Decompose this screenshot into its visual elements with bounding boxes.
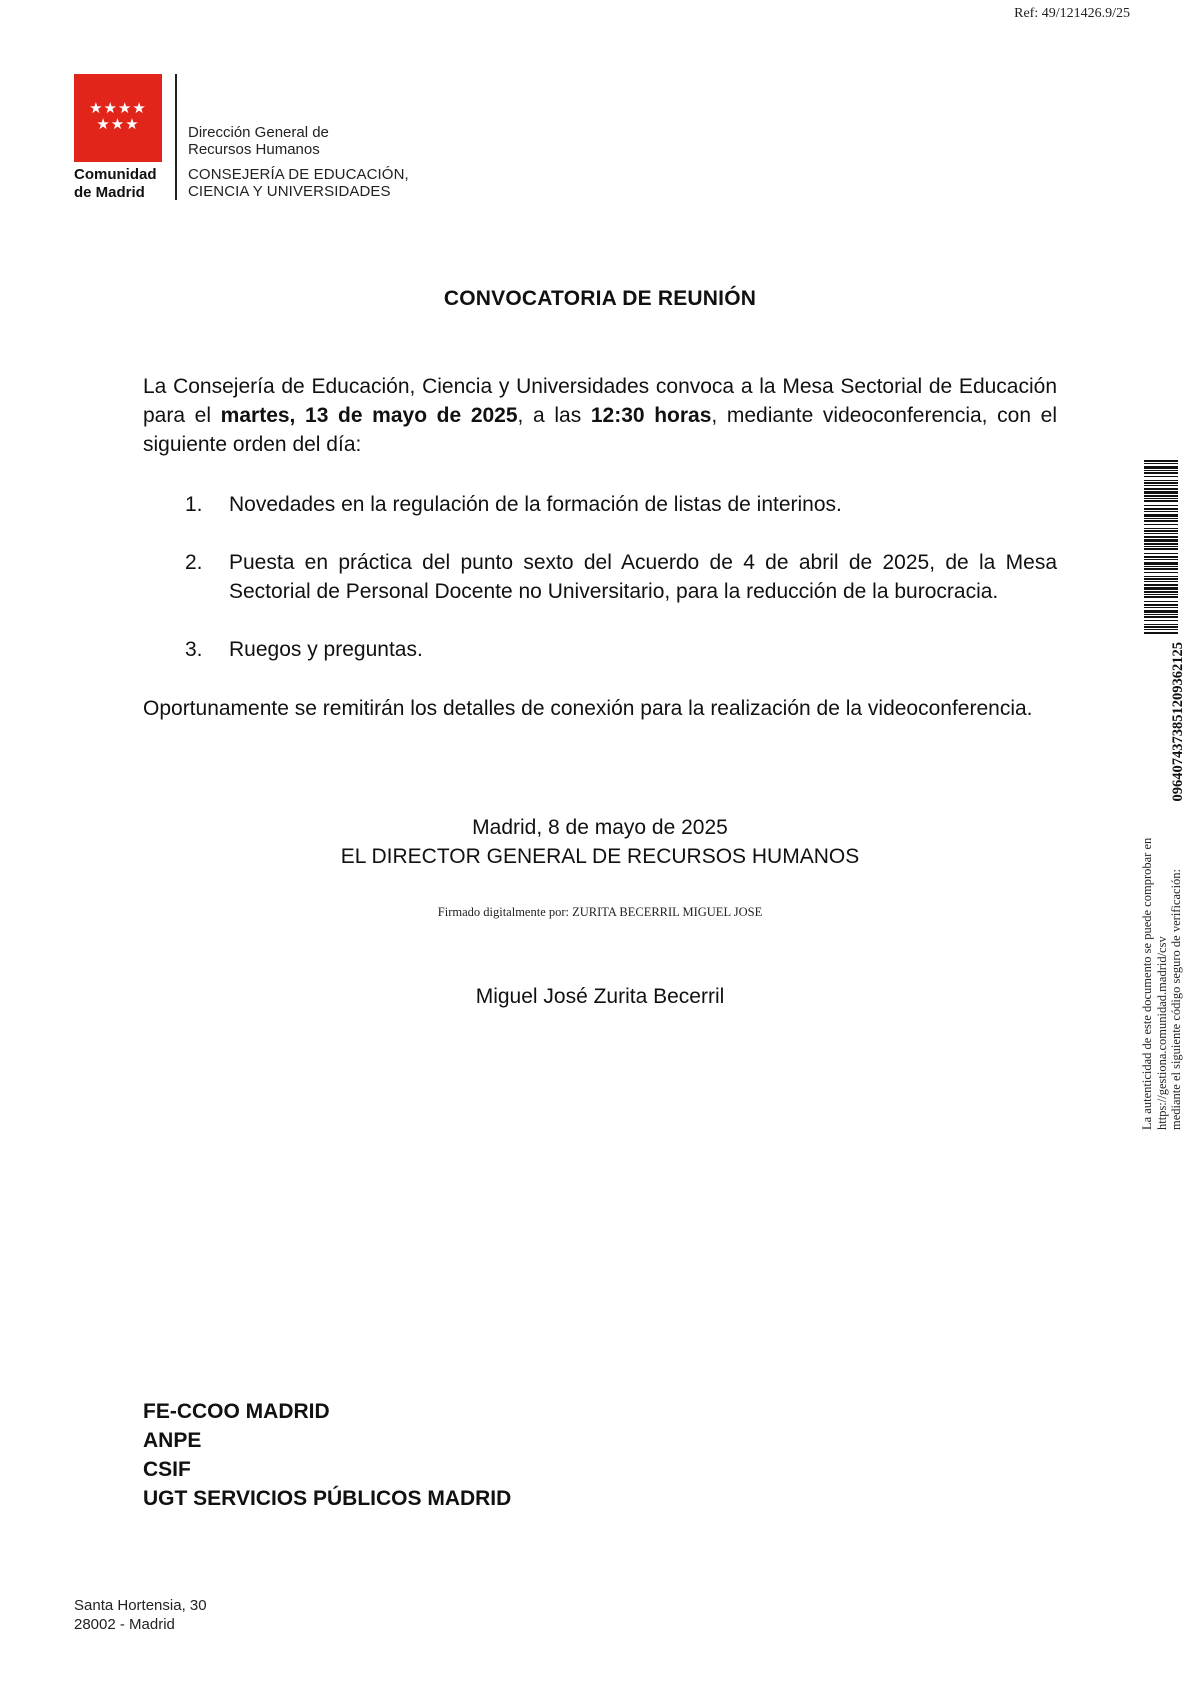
recipient: UGT SERVICIOS PÚBLICOS MADRID xyxy=(143,1487,512,1510)
signature-block xyxy=(0,813,1200,871)
closing-paragraph: Oportunamente se remitirán los detalles de conexión para la realización de la videoconferencia. xyxy=(143,697,1033,720)
comunidad-madrid-logo xyxy=(74,74,474,204)
intro-paragraph: La Consejería de Educación, Ciencia y Universidades convoca a la Mesa Sectorial de Educación para el martes, 13 de mayo de 2025, a las 12:30 horas, mediante videoconferencia, con el siguiente orden del día: xyxy=(143,375,1057,456)
stars-icon: ★★★★ ★★★ xyxy=(89,99,147,133)
verification-note: La autenticidad de este documento se puede comprobar en https://gestiona.comunidad.madrid/csv mediante el siguiente código seguro de verificación: xyxy=(1140,837,1183,1130)
signer-name: Miguel José Zurita Becerril xyxy=(475,985,725,1008)
recipient: FE-CCOO MADRID xyxy=(143,1400,330,1423)
recipient: CSIF xyxy=(143,1458,191,1481)
logo-divider xyxy=(175,74,177,200)
logo-name: Comunidad de Madrid xyxy=(74,166,157,201)
footer-address: Santa Hortensia, 30 28002 - Madrid xyxy=(74,1597,207,1633)
department-name: CONSEJERÍA DE EDUCACIÓN, CIENCIA Y UNIVERSIDADES xyxy=(188,166,409,200)
madrid-flag-icon xyxy=(74,74,162,162)
agenda-item: 2. Puesta en práctica del punto sexto del Acuerdo de 4 de abril de 2025, de la Mesa Sectorial de Personal Docente no Universitario, para la reducción de la burocracia. xyxy=(185,551,1057,603)
signer-role: EL DIRECTOR GENERAL DE RECURSOS HUMANOS xyxy=(340,845,860,868)
meeting-date: martes, 13 de mayo de 2025 xyxy=(220,404,518,427)
meeting-time: 12:30 horas xyxy=(590,404,712,427)
csv-code: 0964074373851209362125 xyxy=(1170,642,1186,802)
agenda-item: 3. Ruegos y preguntas. xyxy=(185,638,423,661)
barcode-icon xyxy=(1144,460,1178,635)
document-title: CONVOCATORIA DE REUNIÓN xyxy=(443,287,757,310)
recipient: ANPE xyxy=(143,1429,202,1452)
verification-strip xyxy=(1140,460,1190,1130)
agenda-item: 1. Novedades en la regulación de la formación de listas de interinos. xyxy=(185,493,842,516)
org-name: Dirección General de Recursos Humanos xyxy=(188,124,329,158)
digital-signature: Firmado digitalmente por: ZURITA BECERRIL MIGUEL JOSE xyxy=(437,905,763,919)
document-reference: Ref: 49/121426.9/25 xyxy=(1014,6,1130,21)
recipients-list xyxy=(143,1397,511,1513)
place-date: Madrid, 8 de mayo de 2025 xyxy=(472,816,728,839)
agenda-list xyxy=(185,490,1057,693)
